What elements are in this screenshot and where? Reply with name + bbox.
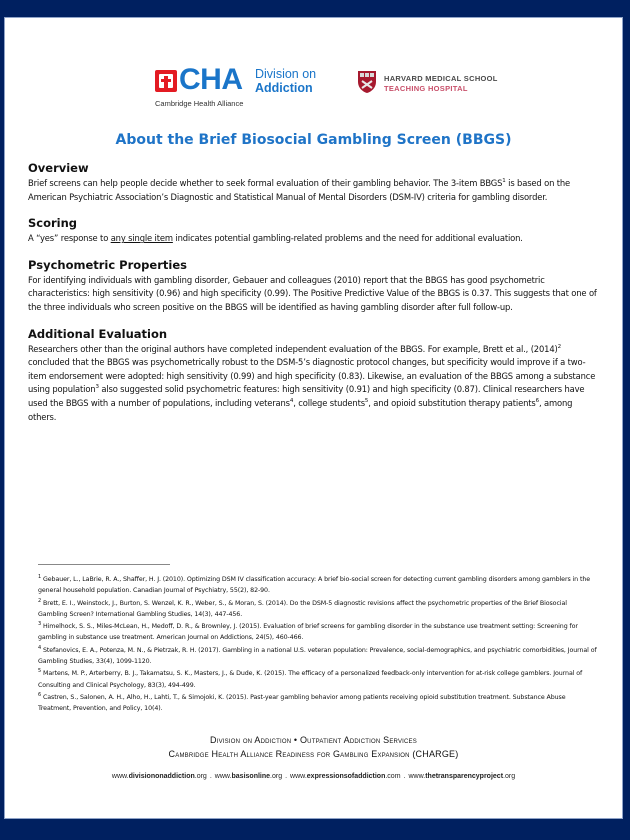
- link-separator: .: [403, 773, 406, 780]
- cha-division-name: [255, 67, 316, 95]
- cha-division-line1: Division on: [255, 67, 317, 81]
- footnote-ref-3[interactable]: 3: [95, 384, 99, 391]
- footnote: $^5$ Martens, M. P., Arterberry, B. J., Takamatsu, S. K., Masters, J., & Dude, K. (2015). The efficacy of a personalized feedback-only intervention for at-risk college gamblers. Journal of Consulting and Clinical Psychology, 83(3), 494-499.: [38, 668, 583, 689]
- footnote: $^2$ Brett, E. I., Weinstock, J., Burton, S. Wenzel, K. R., Weber, S., & Moran, S. (2014). Do the DSM-5 diagnostic revisions affect the psychometric properties of the Brief Biosocial Gambling Screen? International Gambling Studies, 14(3), 447-456.: [38, 597, 567, 618]
- section-overview: [28, 160, 600, 204]
- footer-links: [5, 773, 622, 780]
- footnote-ref-4[interactable]: 4: [289, 398, 294, 405]
- footer-line1: Division on Addiction • Outpatient Addiction Services: [210, 735, 417, 745]
- footnote: $^3$ Himelhock, S. S., Miles-McLean, H., Medoff, D. R., & Brownley, J. (2015). Evaluation of brief screens for gambling disorder in the substance use treatment setting: Screening for gambling in substance use treatment. American Journal on Addictions, 24(5), 460-466.: [38, 621, 578, 642]
- cha-logo-letters: CHA: [179, 63, 243, 96]
- document-page: [5, 18, 622, 818]
- scoring-heading: Scoring: [28, 216, 78, 231]
- section-additional: [28, 326, 600, 425]
- link-separator: .: [209, 773, 212, 780]
- overview-text: Brief screens can help people decide whether to seek formal evaluation of their gambling behavior. The 3-item BBGS$^1$ is based on the American Psychiatric Association’s Diagnostic and Statistical Manual of Mental Disorders (DSM-IV) criteria for gambling disorder.: [28, 178, 571, 202]
- section-psychometric: [28, 257, 600, 315]
- footnote: $^4$ Stefanovics, E. A., Potenza, M. N., & Pietrzak, R. H. (2017). Gambling in a national U.S. veteran population: Prevalence, social-demographics, and psychiatric comorbidities, Journal of Gambling Studies, 33(4), 1099-1120.: [38, 644, 597, 666]
- link-separator: .: [285, 773, 288, 780]
- main-content: [28, 160, 600, 435]
- cha-division-line2: Addiction: [255, 81, 313, 95]
- footnote-ref-1[interactable]: 1: [502, 178, 506, 185]
- link-basisonline[interactable]: www.basisonline.org: [214, 773, 283, 780]
- hms-line1: HARVARD MEDICAL SCHOOL: [384, 74, 498, 83]
- footnotes: [38, 574, 598, 716]
- overview-heading: Overview: [28, 161, 89, 175]
- scoring-text: A “yes” response to any single item indicates potential gambling-related problems and the need for additional evaluation.: [28, 233, 523, 244]
- link-divisiononaddiction[interactable]: www.divisiononaddiction.org: [111, 773, 207, 780]
- section-scoring: [28, 215, 600, 246]
- link-expressionsofaddiction[interactable]: www.expressionsofaddiction.com: [290, 773, 401, 780]
- psychometric-text: For identifying individuals with gambling disorder, Gebauer and colleagues (2010) report that the BBGS has good psychometric characteristics: high sensitivity (0.96) and high specificity (0.99). The Positive Predictive Value of the BBGS is 0.37. This suggests that one of the three individuals who screen positive on the BBGS will be identified as having gambling disorder after full follow-up.: [28, 274, 597, 312]
- footnote: $^1$ Gebauer, L., LaBrie, R. A., Shaffer, H. J. (2010). Optimizing DSM IV classification accuracy: A brief bio-social screen for detecting current gambling disorders among gamblers in the general household population. Canadian Journal of Psychiatry, 55(2), 82-90.: [38, 573, 591, 595]
- footnote-divider: [38, 564, 170, 565]
- logo-bar: [5, 64, 622, 114]
- footnote: $^6$ Castren, S., Salonen, A. H., Alho, H., Lahti, T., & Simojoki, K. (2015). Past-year gambling behavior among patients receiving opioid substitution treatment. Substance Abuse Treatment, Prevention, and Policy, 10(4).: [38, 691, 566, 713]
- psychometric-heading: Psychometric Properties: [28, 257, 187, 272]
- link-thetransparencyproject[interactable]: www.thetransparencyproject.org: [408, 773, 516, 780]
- footnote-ref-2[interactable]: 2: [557, 343, 561, 350]
- footnote-ref-5[interactable]: 5: [364, 398, 369, 405]
- footnote-ref-6[interactable]: 6: [535, 398, 539, 405]
- harvard-shield-icon: [357, 70, 377, 94]
- additional-text: Researchers other than the original authors have completed independent evaluation of the BBGS. For example, Brett et al., $(2014)^2$ concluded that the BBGS was psychometrically robust to the DSM-5’s diagnostic protocol changes, but specificity would improve if a two-item endorsement were adopted: high sensitivity (0.99) and high specificity (0.83). Likewise, an evaluation of the BBGS among a substance using population$^3$ also suggested solid psychometric features: high sensitivity (0.91) and high specificity (0.87). Clinical researchers have used the BBGS with a number of populations, including veterans$^4$, college students$^5$, and opioid substitution therapy patients$^6$, among others.: [28, 343, 596, 422]
- footer-line2: Cambridge Health Alliance Readiness for Gambling Expansion (CHARGE): [168, 749, 459, 759]
- cha-subtitle: Cambridge Health Alliance: [155, 99, 244, 108]
- cha-cross-icon: [155, 70, 177, 92]
- hms-line2: TEACHING HOSPITAL: [384, 84, 468, 93]
- page-title: About the Brief Biosocial Gambling Screen (BBGS): [115, 132, 512, 148]
- additional-heading: Additional Evaluation: [28, 326, 168, 341]
- underlined-phrase: any single item: [110, 233, 173, 244]
